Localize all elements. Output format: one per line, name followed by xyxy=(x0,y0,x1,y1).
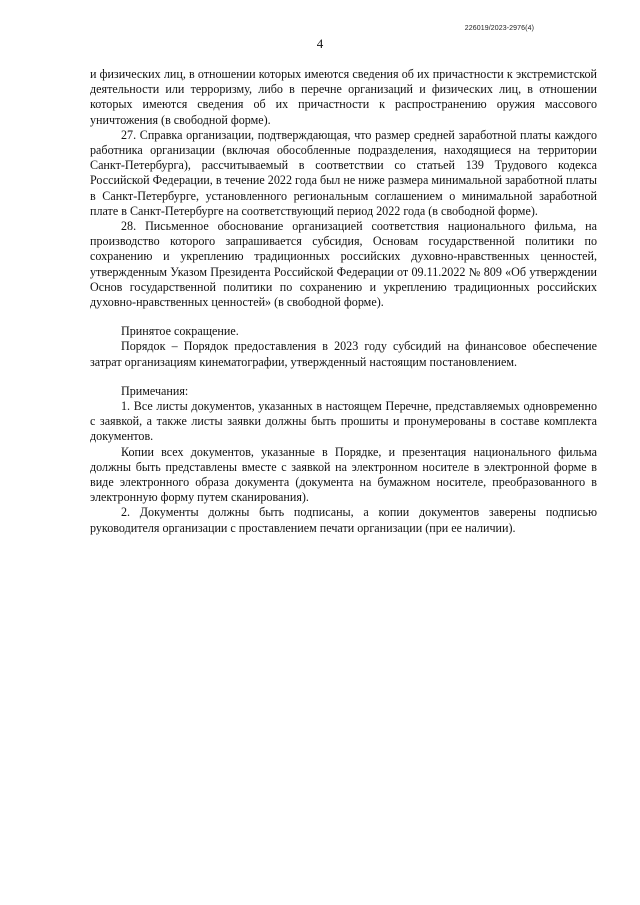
abbreviation-text: Порядок – Порядок предоставления в 2023 году субсидий на финансовое обеспечение затрат организациям кинематографии, утвержденный настоящим постановлением. xyxy=(90,339,597,369)
paragraph-continued: и физических лиц, в отношении которых имеются сведения об их причастности к экстремистской деятельности или терроризму, либо в перечне организаций и физических лиц, в отношении которых имеются сведения об их причастности к распространению оружия массового уничтожения (в свободной форме). xyxy=(90,67,597,127)
note-1: 1. Все листы документов, указанных в настоящем Перечне, представляемых одновременно с заявкой, а также листы заявки должны быть прошиты и пронумерованы в составе комплекта документов. xyxy=(90,399,597,444)
notes-heading: Примечания: xyxy=(121,383,189,398)
document-body xyxy=(90,67,597,536)
note-1-continuation: Копии всех документов, указанные в Порядке, и презентация национального фильма должны быть представлены вместе с заявкой на электронном носителе в электронной форме в виде электронного образа документа (документа на бумажном носителе, преобразованного в электронную форму путем сканирования). xyxy=(90,444,597,505)
note-2: 2. Документы должны быть подписаны, а копии документов заверены подписью руководителя организации с проставлением печати организации (при ее наличии). xyxy=(90,505,597,535)
abbreviation-heading: Принятое сокращение. xyxy=(121,324,239,339)
page-number: 4 xyxy=(316,36,324,51)
paragraph-item-27: 27. Справка организации, подтверждающая, что размер средней заработной платы каждого работника организации (включая обособленные подразделения, находящиеся на территории Санкт-Петербурга), рассчитываемый в соответствии со статьей 139 Трудового кодекса Российской Федерации, в течение 2022 года был не ниже размера минимальной заработной платы в Санкт-Петербурге, установленного региональным соглашением о минимальной заработной плате в Санкт-Петербурге на соответствующий период 2022 года (в свободной форме). xyxy=(90,127,597,218)
document-number: 226019/2023-2976(4) xyxy=(464,25,534,32)
paragraph-item-28: 28. Письменное обоснование организацией соответствия национального фильма, на производство которого запрашивается субсидия, Основам государственной политики по сохранению и укреплению традиционных российских духовно-нравственных ценностей, утвержденным Указом Президента Российской Федерации от 09.11.2022 № 809 «Об утверждении Основ государственной политики по сохранению и укреплению традиционных российских духовно-нравственных ценностей» (в свободной форме). xyxy=(90,219,597,310)
